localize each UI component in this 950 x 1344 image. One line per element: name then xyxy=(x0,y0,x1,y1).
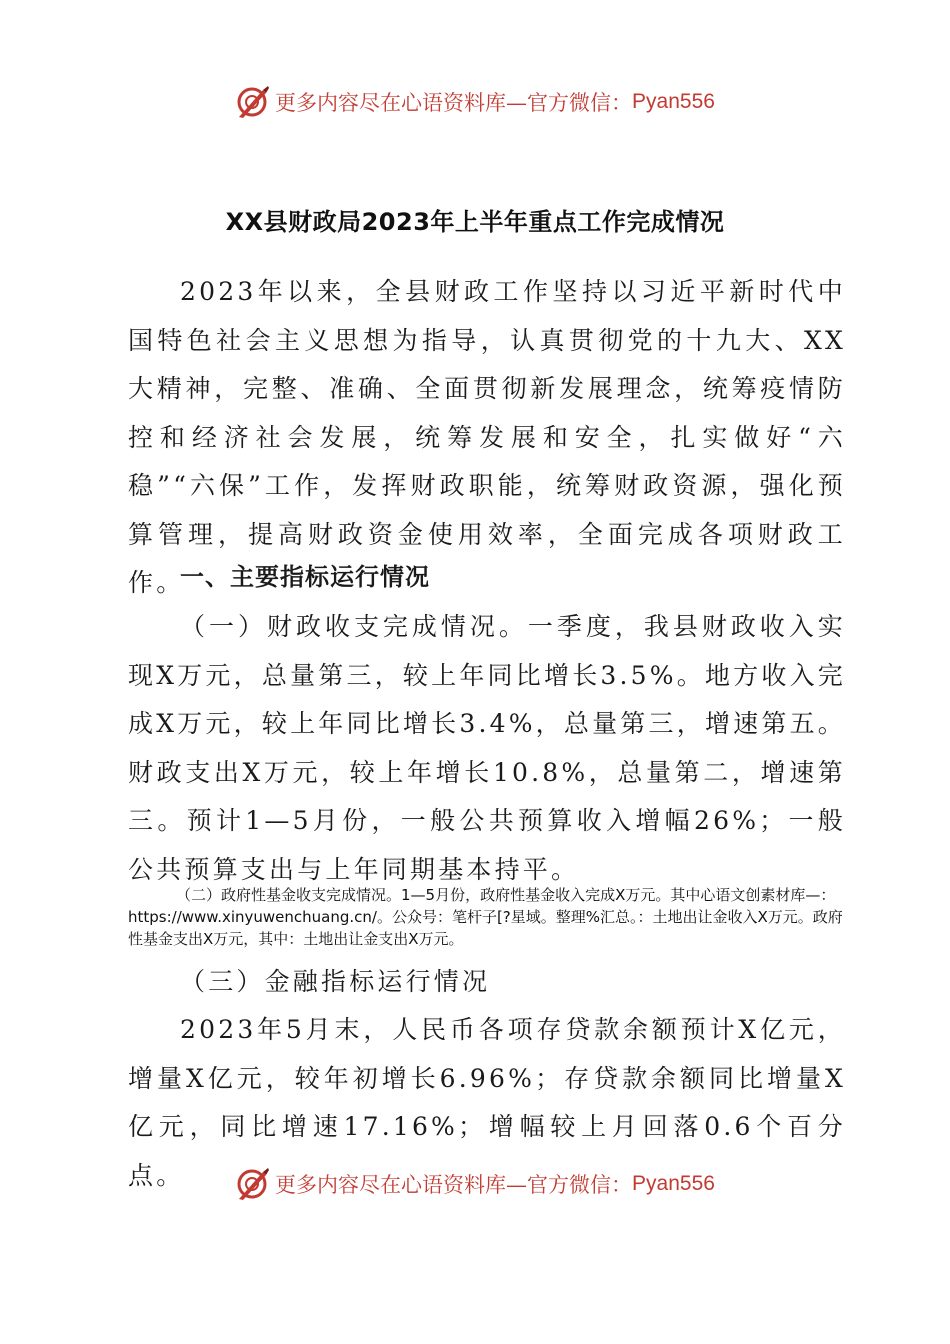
banner-text: 更多内容尽在心语资料库—官方微信： xyxy=(275,91,633,115)
pen-logo-icon xyxy=(235,84,271,120)
financial-indicators-heading: （三）金融指标运行情况 xyxy=(180,967,491,996)
document-title: XX县财政局2023年上半年重点工作完成情况 xyxy=(225,208,725,236)
banner-wechat-id: Pyan556 xyxy=(632,1172,715,1195)
banner-text: 更多内容尽在心语资料库—官方微信： xyxy=(275,1173,633,1197)
header-banner xyxy=(0,80,950,124)
section-heading: 一、主要指标运行情况 xyxy=(180,563,430,591)
fiscal-revenue-paragraph: （一）财政收支完成情况。一季度，我县财政收入实现X万元，总量第三，较上年同比增长3.5%。地方收入完成X万元，较上年同比增长3.4%，总量第三，增速第五。财政支出X万元，较上年增长10.8%，总量第二，增速第三。预计1—5月份，一般公共预算收入增幅26%；一般公共预算支出与上年同期基本持平。 xyxy=(128,612,846,884)
intro-paragraph: 2023年以来，全县财政工作坚持以习近平新时代中国特色社会主义思想为指导，认真贯彻党的十九大、XX大精神，完整、准确、全面贯彻新发展理念，统筹疫情防控和经济社会发展，统筹发展和安全，扎实做好“六稳”“六保”工作，发挥财政职能，统筹财政资源，强化预算管理，提高财政资金使用效率，全面完成各项财政工作。 xyxy=(128,277,846,597)
footer-banner xyxy=(0,1162,950,1206)
banner-wechat-id: Pyan556 xyxy=(632,90,715,113)
government-fund-paragraph: （二）政府性基金收支完成情况。1—5月份，政府性基金收入完成X万元。其中心语文创素材库—：https://www.xinyuwenchuang.cn/。公众号：笔杆子[?星域。整理%汇总。：土地出让金收入X万元。政府性基金支出X万元，其中：土地出让金支出X万元。 xyxy=(128,886,843,948)
pen-logo-icon xyxy=(235,1166,271,1202)
financial-indicators-paragraph: 2023年5月末，人民币各项存贷款余额预计X亿元，增量X亿元，较年初增长6.96%；存贷款余额同比增量X亿元，同比增速17.16%；增幅较上月回落0.6个百分点。 xyxy=(128,1015,846,1190)
